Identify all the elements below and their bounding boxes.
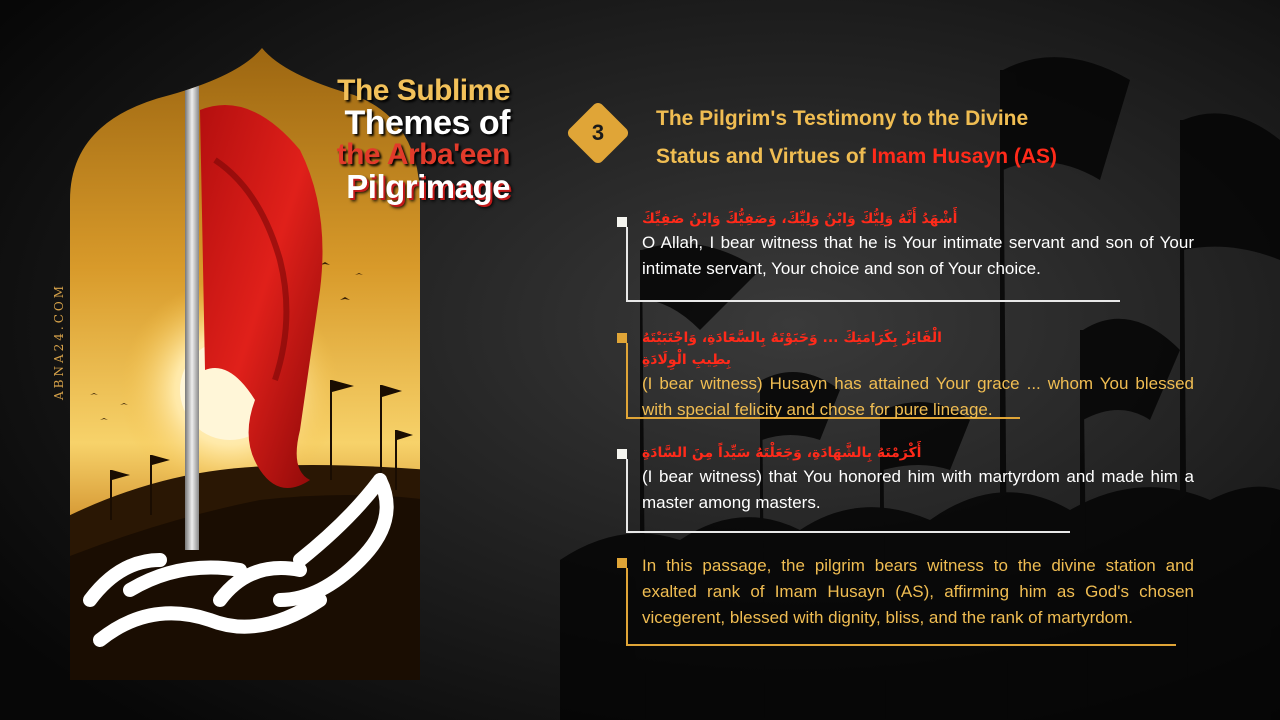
bracket-line-2: [626, 343, 628, 418]
bracket-line-1: [626, 227, 628, 301]
bullet-2: [617, 333, 627, 343]
bracket-underline-3: [626, 531, 1070, 533]
entry-2: [642, 327, 1194, 423]
entry-2-english: (I bear witness) Husayn has attained Your grace ... whom You blessed with special felicity and chose for pure lineage.: [642, 374, 1194, 419]
bracket-underline-1: [626, 300, 1120, 302]
bullet-1: [617, 217, 627, 227]
site-watermark: ABNA24.COM: [52, 282, 66, 400]
bullet-4: [617, 558, 627, 568]
bullet-3: [617, 449, 627, 459]
bracket-underline-4: [626, 644, 1176, 646]
section-title-line1: The Pilgrim's Testimony to the Divine: [656, 107, 1029, 130]
title-line-2: Themes of: [344, 104, 510, 142]
title-line-1: The Sublime: [337, 74, 510, 107]
entry-3-english: (I bear witness) that You honored him with martyrdom and made him a master among masters.: [642, 467, 1194, 512]
entry-1-arabic: أَشْهَدُ أَنَّهُ وَلِيُّكَ وَابْنُ وَلِيِّكَ، وَصَفِيُّكَ وَابْنُ صَفِيِّكَ: [642, 211, 958, 227]
entry-4-english: In this passage, the pilgrim bears witness to the divine station and exalted rank of Imam Husayn (AS), affirming him as God's chosen vicegerent, blessed with dignity, bliss, and the rank of martyrdom.: [642, 556, 1194, 627]
section-title-red: Imam Husayn (AS): [871, 145, 1058, 168]
page-title: [300, 76, 510, 203]
section-title-line2: Status and Virtues of: [656, 145, 872, 168]
title-line-4: Pilgrimage: [346, 168, 510, 205]
title-line-3: the Arba'een: [336, 138, 510, 171]
entry-1-english: O Allah, I bear witness that he is Your intimate servant and son of Your intimate servant, Your choice and son of Your choice.: [642, 233, 1194, 278]
bracket-line-4: [626, 568, 628, 645]
entry-3-arabic: أَكْرَمْتَهُ بِالشَّهَادَةِ، وَجَعَلْتَهُ سَيِّداً مِنَ السَّادَةِ: [642, 445, 922, 461]
entry-4: [642, 553, 1194, 631]
section-title: [656, 100, 1176, 176]
bracket-line-3: [626, 459, 628, 532]
entry-1: [642, 208, 1194, 282]
entry-2-arabic: الْفَائِزُ بِكَرَامَتِكَ ... وَحَبَوْتَهُ بِالسَّعَادَةِ، وَاجْتَبَيْتَهُ بِطِيبِ الْوِلَادَةِ: [642, 330, 942, 368]
section-number: 3: [591, 120, 605, 145]
entry-3: [642, 442, 1194, 516]
